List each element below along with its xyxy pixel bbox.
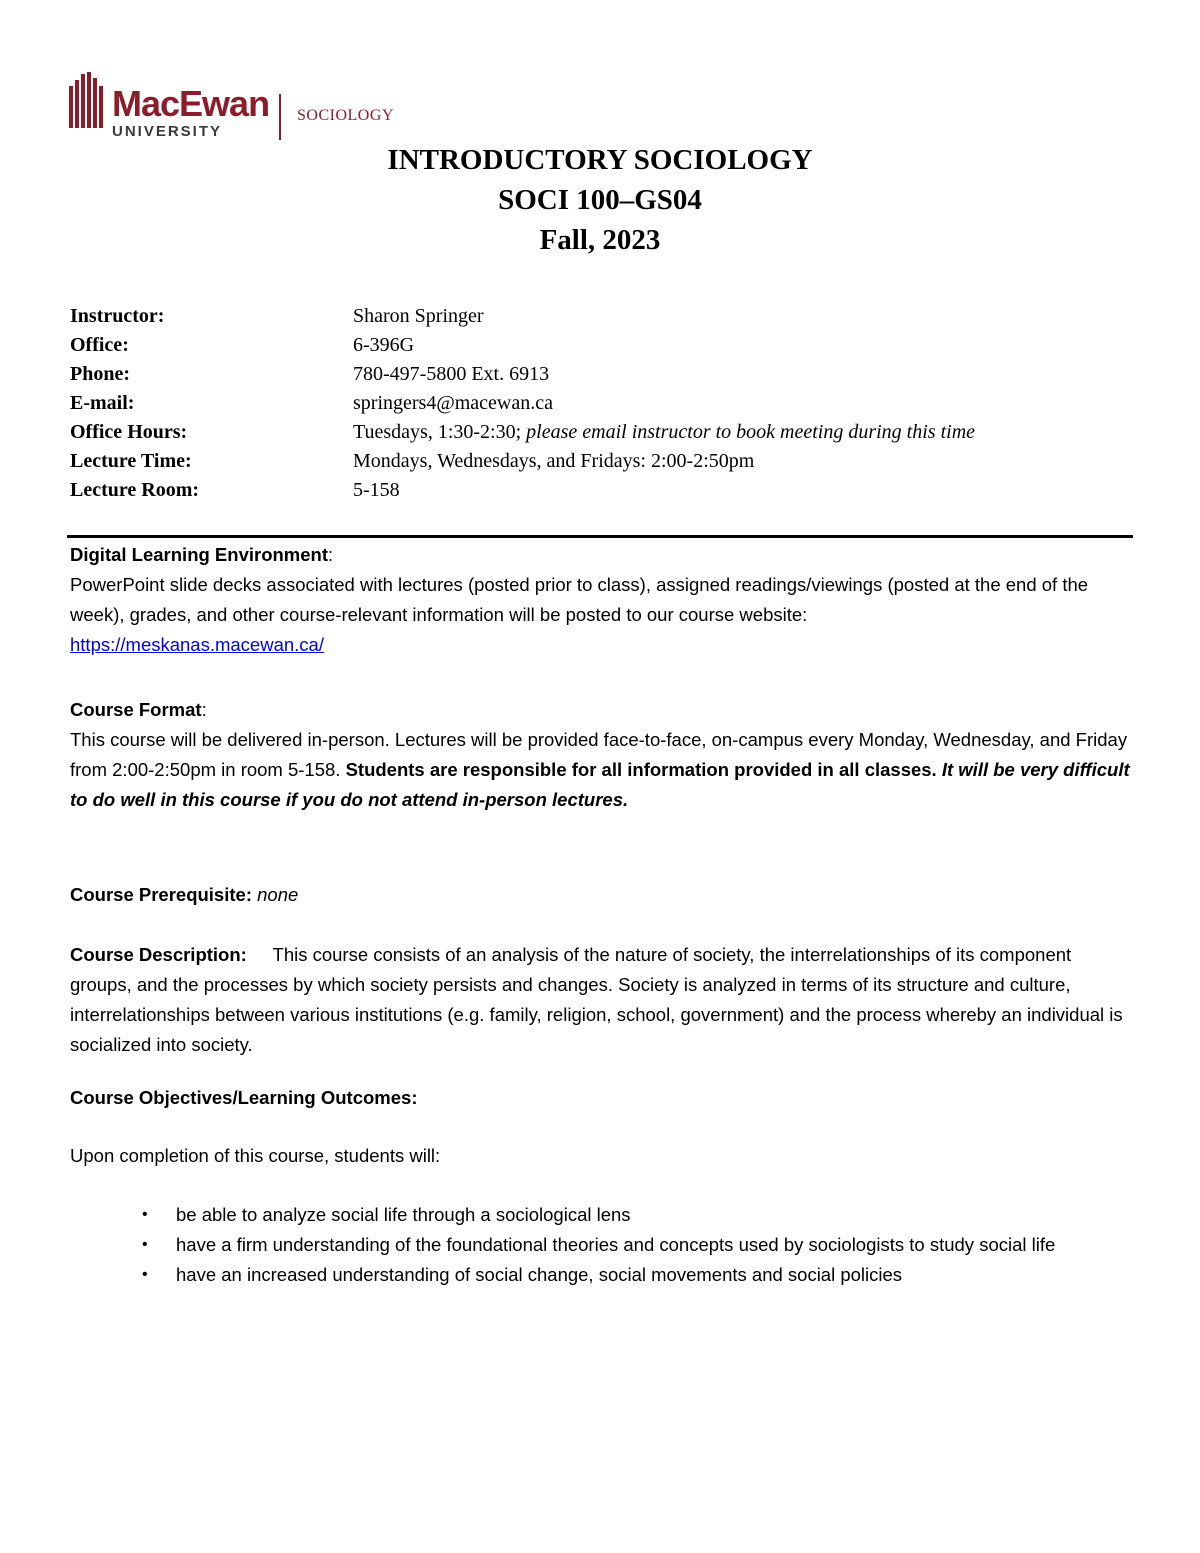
- info-label: Lecture Room:: [70, 479, 200, 501]
- objectives-heading: Course Objectives/Learning Outcomes:: [70, 1087, 418, 1108]
- info-row-phone: [70, 360, 1160, 389]
- logo-department: SOCIOLOGY: [297, 107, 394, 124]
- info-row-email: [70, 389, 1160, 418]
- format-paragraph: [70, 725, 1140, 815]
- bullet-icon: •: [142, 1266, 148, 1283]
- prerequisite-section: [70, 880, 1140, 910]
- description-text: This course consists of an analysis of the nature of society, the interrelationships of its component groups, and the processes by which society persists and changes. Society is analyzed in terms of its structure and culture, interrelationships between various institutions (e.g. family, religion, school, government) and the process whereby an individual is socialized into society.: [70, 944, 1123, 1055]
- info-label: Lecture Time:: [70, 450, 192, 472]
- info-label: Office:: [70, 334, 129, 356]
- list-item-text: have an increased understanding of social change, social movements and social policies: [176, 1264, 903, 1285]
- bullet-icon: •: [142, 1206, 148, 1223]
- info-value: 780-497-5800 Ext. 6913: [353, 363, 550, 385]
- info-note: please email instructor to book meeting during this time: [521, 421, 976, 443]
- course-title: INTRODUCTORY SOCIOLOGY: [387, 144, 813, 176]
- info-value: Tuesdays, 1:30-2:30;: [353, 421, 522, 443]
- list-item-text: have a firm understanding of the foundational theories and concepts used by sociologists to study social life: [176, 1234, 1056, 1255]
- macewan-logo-icon: [69, 72, 105, 130]
- format-heading: Course Format: [70, 699, 202, 720]
- info-value: Mondays, Wednesdays, and Fridays: 2:00-2:50pm: [353, 450, 755, 472]
- info-row-instructor: [70, 302, 1160, 331]
- list-item: [70, 1231, 1150, 1259]
- prerequisite-value: none: [257, 884, 299, 905]
- info-label: Instructor:: [70, 305, 165, 327]
- objectives-list: [70, 1201, 1150, 1289]
- info-value: Sharon Springer: [353, 305, 484, 327]
- format-bold-italic-text: It will be very difficult to do well in this course if you do not attend in-person lectures.: [70, 759, 1130, 810]
- logo-divider: [279, 94, 281, 140]
- course-code: SOCI 100–GS04: [498, 184, 702, 216]
- list-item-text: be able to analyze social life through a sociological lens: [176, 1204, 631, 1225]
- course-website-link[interactable]: https://meskanas.macewan.ca/: [70, 634, 324, 655]
- info-label: Phone:: [70, 363, 130, 385]
- logo-name: MacEwan: [112, 83, 270, 124]
- info-value: 6-396G: [353, 334, 415, 356]
- description-heading: Course Description:: [70, 944, 247, 965]
- info-label: Office Hours:: [70, 421, 188, 443]
- description-section: [70, 940, 1135, 1060]
- section-divider: [67, 535, 1133, 538]
- info-value: springers4@macewan.ca: [353, 392, 553, 414]
- digital-text: PowerPoint slide decks associated with lectures (posted prior to class), assigned readings/viewings (posted at the end of the week), grades, and other course-relevant information will be posted to our course website:: [70, 574, 1089, 625]
- format-colon: :: [201, 699, 207, 720]
- info-value: 5-158: [353, 479, 400, 501]
- digital-heading: Digital Learning Environment: [70, 544, 328, 565]
- logo-university: UNIVERSITY: [112, 123, 223, 140]
- info-value-wrapper: [353, 418, 975, 447]
- list-item: [70, 1261, 1150, 1289]
- prerequisite-heading: Course Prerequisite:: [70, 884, 252, 905]
- digital-colon: :: [328, 544, 334, 565]
- info-row-lecture-time: [70, 447, 1160, 476]
- info-row-office-hours: [70, 418, 1160, 447]
- list-item: [70, 1201, 1150, 1229]
- format-text: This course will be delivered in-person. Lectures will be provided face-to-face, on-campus every Monday, Wednesday, and Friday from 2:00-2:50pm in room 5-158.: [70, 729, 1128, 780]
- info-label: E-mail:: [70, 392, 135, 414]
- bullet-icon: •: [142, 1236, 148, 1253]
- digital-section: [70, 540, 1140, 660]
- info-row-lecture-room: [70, 476, 1160, 505]
- format-bold-text: Students are responsible for all information provided in all classes.: [345, 759, 942, 780]
- format-section: [70, 695, 1140, 815]
- course-term: Fall, 2023: [539, 224, 661, 256]
- objectives-intro: Upon completion of this course, students will:: [70, 1145, 441, 1166]
- info-row-office: [70, 331, 1160, 360]
